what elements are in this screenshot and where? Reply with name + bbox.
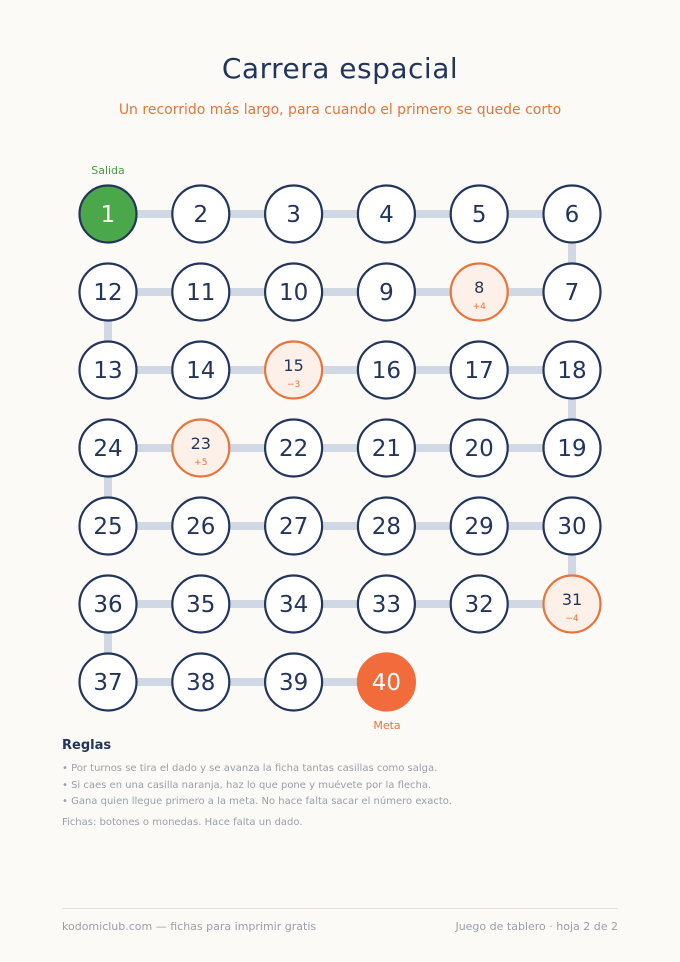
cell-number: 37 [93,670,123,696]
cell-number: 9 [379,280,394,306]
cell-number: 3 [286,202,301,228]
board-cell-9 [358,264,415,321]
cell-effect: +4 [472,302,486,312]
cell-number: 39 [278,670,309,696]
board-cell-31 [544,576,601,633]
board-cell-20 [451,420,508,477]
board-cell-7 [544,264,601,321]
board-cell-1 [80,186,137,243]
cell-number: 23 [190,434,211,453]
board-cell-33 [358,576,415,633]
rule-item: • Gana quien llegue primero a la meta. No hace falta sacar el número exacto. [62,794,622,811]
cell-number: 29 [464,514,494,540]
board-cell-30 [544,498,601,555]
rules-section [62,738,622,828]
cell-number: 2 [193,202,209,228]
board-cell-17 [451,342,508,399]
cell-number: 21 [371,436,402,462]
cell-number: 18 [557,358,587,384]
board-cell-19 [544,420,601,477]
board-cell-38 [172,654,229,711]
goal-label: Meta [373,719,401,732]
board-cell-24 [80,420,137,477]
footer-divider [62,908,618,909]
board-cell-15 [265,342,322,399]
board-cell-2 [172,186,229,243]
cell-number: 6 [564,202,580,228]
cell-effect: −4 [565,614,579,624]
board-cell-26 [172,498,229,555]
board-cell-8 [451,264,508,321]
board-cell-6 [544,186,601,243]
board-cell-21 [358,420,415,477]
cell-number: 24 [93,436,123,462]
cell-number: 16 [371,358,402,384]
cell-number: 10 [278,280,309,306]
board-cell-18 [544,342,601,399]
cell-number: 22 [278,436,309,462]
board-cell-27 [265,498,322,555]
board-cell-4 [358,186,415,243]
board-cell-23 [172,420,229,477]
board-cell-10 [265,264,322,321]
cell-number: 8 [474,278,485,297]
board-cell-3 [265,186,322,243]
rule-item: • Por turnos se tira el dado y se avanza la ficha tantas casillas como salga. [62,761,622,778]
footer-site: kodomiclub.com — fichas para imprimir gratis [62,920,317,933]
cell-number: 7 [564,280,580,306]
cell-number: 5 [471,202,487,228]
rules-heading: Reglas [62,738,112,753]
cell-number: 38 [186,670,216,696]
start-label: Salida [91,164,125,177]
cell-effect: +5 [194,458,208,468]
board-cell-28 [358,498,415,555]
cell-number: 35 [186,592,216,618]
cell-number: 32 [464,592,494,618]
rule-item: • Si caes en una casilla naranja, haz lo que pone y muévete por la flecha. [62,778,622,795]
cell-number: 30 [557,514,587,540]
board-cell-5 [451,186,508,243]
cell-number: 28 [371,514,402,540]
board-cell-14 [172,342,229,399]
board-cell-40 [358,654,415,711]
board-cell-32 [451,576,508,633]
board-cell-35 [172,576,229,633]
footer-page-info: Juego de tablero · hoja 2 de 2 [455,920,618,933]
cell-number: 15 [283,356,304,375]
cell-number: 19 [557,436,587,462]
cell-number: 34 [278,592,309,618]
page-subtitle: Un recorrido más largo, para cuando el primero se quede corto [118,102,562,118]
cell-number: 4 [379,202,394,228]
board-cell-36 [80,576,137,633]
cell-number: 11 [186,280,216,306]
cell-number: 33 [371,592,402,618]
page-title: Carrera espacial [221,52,459,85]
rules-note: Fichas: botones o monedas. Hace falta un dado. [62,816,303,828]
board-cell-13 [80,342,137,399]
board-cell-39 [265,654,322,711]
cell-number: 1 [100,202,116,228]
board-cell-34 [265,576,322,633]
board-cell-16 [358,342,415,399]
cell-number: 31 [561,590,583,609]
cell-number: 26 [186,514,216,540]
cell-number: 12 [93,280,123,306]
board-cell-12 [80,264,137,321]
board-cell-11 [172,264,229,321]
cell-effect: −3 [286,380,301,390]
cell-number: 27 [278,514,309,540]
cell-number: 25 [93,514,123,540]
rules-list [62,761,622,811]
cell-number: 20 [464,436,494,462]
board-cell-25 [80,498,137,555]
cell-number: 14 [186,358,216,384]
cell-number: 17 [464,358,494,384]
cell-number: 13 [93,358,123,384]
cell-number: 36 [93,592,123,618]
board-cell-37 [80,654,137,711]
board-cell-29 [451,498,508,555]
board-cell-22 [265,420,322,477]
cell-number: 40 [371,670,402,696]
